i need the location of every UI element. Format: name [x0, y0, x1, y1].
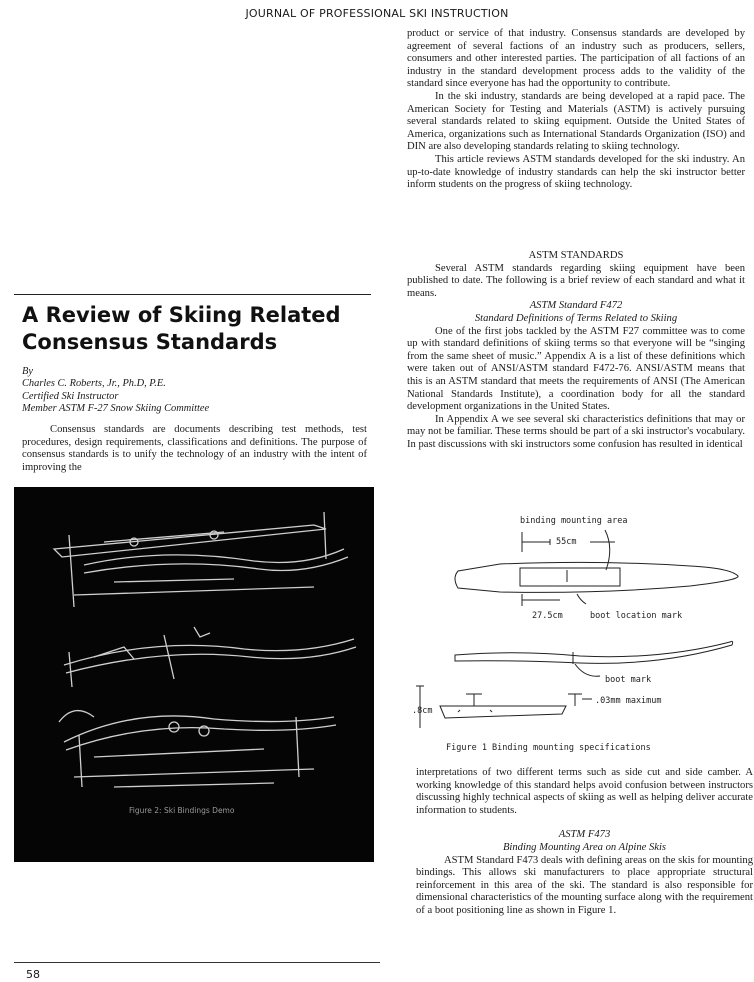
- paragraph: product or service of that industry. Consensus standards are developed by agreement of several factions of an industry such as producers, sellers, consumers and other interested parties. The participation of all factions of an industry in the standard development process adds to the validity of the standard since everyone has had the opportunity to contribute.: [407, 28, 745, 90]
- label-boot-mark: boot mark: [605, 675, 652, 685]
- paragraph: ASTM Standard F473 deals with defining areas on the skis for mounting bindings. This allows ski manufacturers to place appropriate structural reinforcement in this area of the ski. The standard is also responsible for dimensional characteristics of the mounting surface along with the requirement of a boot positioning line as shown in Figure 1.: [416, 854, 753, 916]
- paragraph: Several ASTM standards regarding skiing equipment have been published to date. The following is a brief review of each standard and what it means.: [407, 262, 745, 299]
- photo-caption: Figure 2: Ski Bindings Demo: [129, 806, 235, 815]
- subsection-subheading: Standard Definitions of Terms Related to Skiing: [474, 312, 678, 324]
- author-credential: Certified Ski Instructor: [22, 390, 119, 402]
- paragraph: One of the first jobs tackled by the ASTM F27 committee was to come up with standard definitions of skiing terms so that everyone will be “singing from the same sheet of music.” Appendix A is a list of these definitions which were taken out of ANSI/ASTM standard F472-76. ANSI/ASTM means that this is an ASTM standard that meets the requirements of ANSI (The American National Standards Institute), a coordination body for all the standard development organizations in the United States.: [407, 325, 745, 413]
- right-column-astm: [407, 250, 745, 452]
- paragraph: interpretations of two different terms such as side cut and side camber. A working knowledge of this standard helps avoid confusion between instructors discussing highly technical aspects of skiing as well as helping deliver accurate information to students.: [416, 767, 753, 816]
- ski-bindings-photo: [14, 487, 374, 862]
- label-8cm: .8cm: [412, 706, 433, 716]
- label-boot-location: boot location mark: [590, 611, 683, 621]
- paragraph: In the ski industry, standards are being developed at a rapid pace. The American Society for Testing and Materials (ASTM) is actively pursuing several standards related to skiing equipment. Outside the United States of America, organizations such as International Standards Organization (ISO) and DIN are also developing standards relating to skiing technology.: [407, 90, 745, 153]
- subsection-heading: ASTM F473: [558, 829, 611, 841]
- label-27cm: 27.5cm: [532, 611, 563, 621]
- paragraph: In Appendix A we see several ski characteristics definitions that may or may not be familiar. These terms should be part of a ski instructor's vocabulary. In past discussions with ski instructors some confusion has resulted in identical: [407, 413, 745, 450]
- byline: [22, 366, 372, 416]
- page-number: 58: [26, 968, 40, 981]
- section-heading: ASTM STANDARDS: [528, 250, 624, 261]
- label-55cm: 55cm: [556, 537, 577, 547]
- label-03mm: .03mm maximum: [595, 696, 662, 706]
- title-rule: [14, 294, 371, 295]
- figure-binding-mounting: [400, 508, 754, 760]
- paragraph: Consensus standards are documents describing test methods, test procedures, design requirements, classifications and definitions. The purpose of consensus standards is to unify the technology of an industry with the intent of improving the: [22, 424, 367, 473]
- photo-drawing: [14, 487, 374, 862]
- label-mounting-area: binding mounting area: [520, 516, 628, 526]
- subsection-subheading: Binding Mounting Area on Alpine Skis: [502, 841, 667, 853]
- intro-paragraph: [22, 424, 367, 474]
- title-line: A Review of Skiing Related: [22, 303, 341, 327]
- byline-by: By: [22, 366, 33, 377]
- title-line: Consensus Standards: [22, 330, 278, 354]
- article-title: [22, 302, 372, 356]
- author-membership: Member ASTM F-27 Snow Skiing Committee: [22, 403, 210, 415]
- subsection-heading: ASTM Standard F472: [529, 300, 623, 312]
- footer-rule: [14, 962, 380, 963]
- right-column-top: [407, 28, 745, 192]
- journal-header: JOURNAL OF PROFESSIONAL SKI INSTRUCTION: [245, 7, 509, 20]
- paragraph: This article reviews ASTM standards developed for the ski industry. An up-to-date knowledge of industry standards can help the ski instructor better inform students on the progress of skiing technology.: [407, 153, 745, 191]
- figure-caption: Figure 1 Binding mounting specifications: [446, 743, 651, 753]
- right-column-bottom: [416, 767, 753, 918]
- author-name: Charles C. Roberts, Jr., Ph.D, P.E.: [22, 378, 166, 390]
- figure-drawing: [400, 508, 754, 760]
